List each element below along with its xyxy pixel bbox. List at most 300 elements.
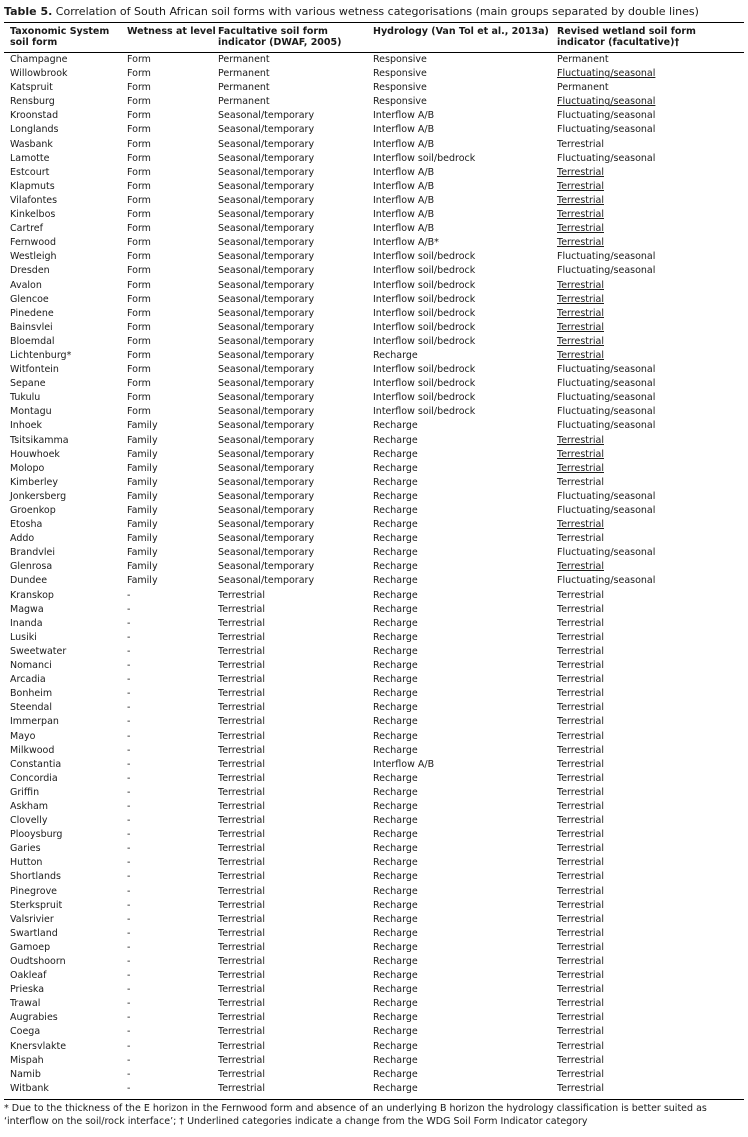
cell-soil-form: Steendal [10, 702, 52, 714]
cell-hydrology: Interflow A/B [373, 166, 435, 178]
cell-hydrology: Recharge [373, 984, 418, 996]
cell-hydrology: Recharge [373, 631, 418, 643]
cell-soil-form: Trawal [10, 998, 41, 1010]
cell-hydrology: Recharge [373, 462, 418, 474]
cell-revised: Fluctuating/seasonal [557, 378, 656, 390]
cell-facultative: Terrestrial [218, 857, 265, 869]
cell-wetness: Form [127, 349, 151, 361]
cell-soil-form: Rensburg [10, 96, 55, 108]
cell-revised: Terrestrial [557, 279, 604, 291]
cell-wetness: Form [127, 223, 151, 235]
cell-revised: Fluctuating/seasonal [557, 392, 656, 404]
table-row [0, 307, 748, 321]
cell-wetness: - [127, 1054, 131, 1066]
cell-facultative: Terrestrial [218, 927, 265, 939]
table-row [0, 279, 748, 293]
cell-hydrology: Recharge [373, 617, 418, 629]
table-row [0, 617, 748, 631]
cell-revised: Terrestrial [557, 1082, 604, 1094]
cell-revised: Terrestrial [557, 321, 604, 333]
cell-revised: Terrestrial [557, 786, 604, 798]
table-row [0, 927, 748, 941]
cell-facultative: Terrestrial [218, 744, 265, 756]
cell-hydrology: Recharge [373, 786, 418, 798]
cell-hydrology: Recharge [373, 829, 418, 841]
table-row [0, 1068, 748, 1082]
cell-wetness: Form [127, 251, 151, 263]
cell-hydrology: Recharge [373, 857, 418, 869]
table-caption-label: Table 5. [4, 5, 53, 18]
cell-soil-form: Tukulu [10, 392, 41, 404]
cell-hydrology: Recharge [373, 1068, 418, 1080]
cell-wetness: - [127, 730, 131, 742]
cell-soil-form: Bonheim [10, 688, 53, 700]
table-row [0, 687, 748, 701]
cell-wetness: - [127, 1040, 131, 1052]
cell-revised: Terrestrial [557, 645, 604, 657]
cell-soil-form: Sweetwater [10, 645, 67, 657]
cell-facultative: Seasonal/temporary [218, 561, 315, 573]
cell-facultative: Seasonal/temporary [218, 251, 315, 263]
cell-soil-form: Kimberley [10, 476, 59, 488]
cell-facultative: Seasonal/temporary [218, 110, 315, 122]
cell-revised: Fluctuating/seasonal [557, 406, 656, 418]
table-row [0, 335, 748, 349]
cell-soil-form: Magwa [10, 603, 44, 615]
cell-revised: Terrestrial [557, 293, 604, 305]
table-row [0, 758, 748, 772]
cell-wetness: - [127, 1012, 131, 1024]
cell-facultative: Terrestrial [218, 758, 265, 770]
cell-facultative: Seasonal/temporary [218, 152, 315, 164]
cell-facultative: Seasonal/temporary [218, 378, 315, 390]
table-row [0, 405, 748, 419]
cell-wetness: - [127, 843, 131, 855]
cell-revised: Terrestrial [557, 138, 604, 150]
cell-wetness: Form [127, 68, 151, 80]
cell-revised: Terrestrial [557, 772, 604, 784]
table-row [0, 955, 748, 969]
cell-hydrology: Recharge [373, 730, 418, 742]
cell-revised: Fluctuating/seasonal [557, 490, 656, 502]
cell-facultative: Terrestrial [218, 1026, 265, 1038]
cell-soil-form: Klapmuts [10, 180, 55, 192]
cell-soil-form: Swartland [10, 927, 58, 939]
cell-facultative: Seasonal/temporary [218, 533, 315, 545]
cell-facultative: Permanent [218, 54, 270, 65]
table-row [0, 222, 748, 236]
cell-hydrology: Recharge [373, 913, 418, 925]
cell-soil-form: Coega [10, 1026, 41, 1038]
cell-hydrology: Recharge [373, 674, 418, 686]
cell-hydrology: Interflow A/B* [373, 237, 439, 249]
cell-hydrology: Interflow A/B [373, 209, 435, 221]
cell-facultative: Terrestrial [218, 998, 265, 1010]
cell-soil-form: Witbank [10, 1082, 49, 1094]
cell-soil-form: Milkwood [10, 744, 55, 756]
cell-revised: Terrestrial [557, 448, 604, 460]
cell-facultative: Seasonal/temporary [218, 519, 315, 531]
table-row [0, 772, 748, 786]
cell-soil-form: Westleigh [10, 251, 57, 263]
table-row [0, 899, 748, 913]
cell-revised: Terrestrial [557, 857, 604, 869]
cell-hydrology: Interflow soil/bedrock [373, 321, 476, 333]
table-row [0, 152, 748, 166]
cell-revised: Fluctuating/seasonal [557, 364, 656, 376]
cell-soil-form: Concordia [10, 772, 58, 784]
cell-soil-form: Jonkersberg [10, 490, 67, 502]
table-row [0, 109, 748, 123]
cell-hydrology: Recharge [373, 660, 418, 672]
cell-wetness: - [127, 716, 131, 728]
table-row [0, 194, 748, 208]
table-row [0, 138, 748, 152]
cell-facultative: Terrestrial [218, 1012, 265, 1024]
cell-revised: Terrestrial [557, 829, 604, 841]
cell-revised: Terrestrial [557, 871, 604, 883]
cell-soil-form: Sterkspruit [10, 899, 63, 911]
table-row [0, 800, 748, 814]
cell-soil-form: Kroonstad [10, 110, 59, 122]
table-row [0, 349, 748, 363]
cell-revised: Fluctuating/seasonal [557, 110, 656, 122]
cell-wetness: Form [127, 237, 151, 249]
cell-soil-form: Garies [10, 843, 41, 855]
table-row [0, 1054, 748, 1068]
cell-facultative: Seasonal/temporary [218, 420, 315, 432]
table-row [0, 377, 748, 391]
cell-soil-form: Dresden [10, 265, 50, 277]
cell-revised: Terrestrial [557, 899, 604, 911]
cell-hydrology: Recharge [373, 815, 418, 827]
cell-revised: Fluctuating/seasonal [557, 152, 656, 164]
cell-hydrology: Recharge [373, 575, 418, 587]
cell-wetness: Form [127, 307, 151, 319]
cell-revised: Terrestrial [557, 1040, 604, 1052]
cell-soil-form: Sepane [10, 378, 46, 390]
cell-hydrology: Interflow A/B [373, 180, 435, 192]
cell-hydrology: Recharge [373, 1054, 418, 1066]
cell-wetness: Form [127, 364, 151, 376]
cell-revised: Fluctuating/seasonal [557, 265, 656, 277]
cell-facultative: Seasonal/temporary [218, 265, 315, 277]
cell-wetness: - [127, 744, 131, 756]
cell-revised: Terrestrial [557, 702, 604, 714]
header-soil-form: Taxonomic System soil form [10, 26, 110, 48]
table-row [0, 828, 748, 842]
cell-facultative: Seasonal/temporary [218, 505, 315, 516]
cell-soil-form: Brandvlei [10, 547, 56, 559]
cell-hydrology: Interflow soil/bedrock [373, 279, 476, 291]
cell-facultative: Terrestrial [218, 970, 265, 982]
cell-revised: Terrestrial [557, 730, 604, 742]
cell-hydrology: Interflow soil/bedrock [373, 307, 476, 319]
cell-facultative: Terrestrial [218, 631, 265, 643]
cell-hydrology: Responsive [373, 96, 427, 108]
cell-wetness: - [127, 913, 131, 925]
cell-soil-form: Valsrivier [10, 913, 54, 925]
cell-wetness: - [127, 941, 131, 953]
table-row [0, 363, 748, 377]
header-hydrology: Hydrology (Van Tol et al., 2013a) [373, 26, 549, 37]
table-row [0, 589, 748, 603]
table-row [0, 123, 748, 137]
header-revised-indicator: Revised wetland soil form indicator (facultative)† [557, 26, 696, 48]
cell-facultative: Seasonal/temporary [218, 209, 315, 221]
cell-revised: Terrestrial [557, 984, 604, 996]
cell-facultative: Terrestrial [218, 913, 265, 925]
cell-facultative: Terrestrial [218, 1082, 265, 1094]
cell-hydrology: Recharge [373, 744, 418, 756]
cell-facultative: Seasonal/temporary [218, 490, 315, 502]
cell-wetness: - [127, 1082, 131, 1094]
cell-wetness: Family [127, 462, 158, 474]
cell-revised: Terrestrial [557, 476, 604, 488]
cell-wetness: Family [127, 533, 158, 545]
cell-wetness: Form [127, 96, 151, 108]
table-row [0, 95, 748, 109]
cell-soil-form: Augrabies [10, 1012, 58, 1024]
cell-hydrology: Recharge [373, 1040, 418, 1052]
cell-soil-form: Addo [10, 533, 35, 545]
cell-soil-form: Lamotte [10, 152, 50, 164]
cell-soil-form: Askham [10, 800, 49, 812]
table-row [0, 715, 748, 729]
cell-revised: Fluctuating/seasonal [557, 124, 656, 136]
cell-hydrology: Recharge [373, 871, 418, 883]
cell-facultative: Seasonal/temporary [218, 293, 315, 305]
cell-facultative: Terrestrial [218, 772, 265, 784]
cell-revised: Terrestrial [557, 970, 604, 982]
cell-soil-form: Knersvlakte [10, 1040, 67, 1052]
cell-wetness: Family [127, 420, 158, 432]
cell-revised: Terrestrial [557, 223, 604, 235]
cell-hydrology: Interflow A/B [373, 758, 435, 770]
cell-soil-form: Willowbrook [10, 68, 68, 80]
table-row [0, 476, 748, 490]
table-row [0, 67, 748, 81]
cell-wetness: - [127, 674, 131, 686]
cell-revised: Terrestrial [557, 998, 604, 1010]
table-row [0, 504, 748, 518]
table-row [0, 631, 748, 645]
cell-soil-form: Witfontein [10, 364, 59, 376]
cell-wetness: - [127, 970, 131, 982]
table-row [0, 546, 748, 560]
cell-soil-form: Immerpan [10, 716, 59, 728]
cell-wetness: - [127, 857, 131, 869]
cell-hydrology: Recharge [373, 490, 418, 502]
table-row [0, 236, 748, 250]
cell-revised: Terrestrial [557, 674, 604, 686]
bottom-rule [4, 1099, 744, 1100]
cell-facultative: Terrestrial [218, 1054, 265, 1066]
cell-hydrology: Recharge [373, 956, 418, 967]
table-row [0, 730, 748, 744]
cell-wetness: - [127, 603, 131, 615]
cell-facultative: Terrestrial [218, 815, 265, 827]
cell-facultative: Seasonal/temporary [218, 406, 315, 418]
cell-wetness: Form [127, 110, 151, 122]
cell-soil-form: Glenrosa [10, 561, 53, 573]
cell-facultative: Seasonal/temporary [218, 194, 315, 206]
cell-wetness: Form [127, 124, 151, 136]
cell-hydrology: Recharge [373, 843, 418, 855]
cell-facultative: Seasonal/temporary [218, 547, 315, 559]
cell-soil-form: Shortlands [10, 871, 61, 883]
cell-hydrology: Recharge [373, 899, 418, 911]
cell-soil-form: Lichtenburg* [10, 349, 72, 361]
cell-wetness: Form [127, 321, 151, 333]
cell-wetness: Form [127, 152, 151, 164]
cell-hydrology: Interflow soil/bedrock [373, 293, 476, 305]
cell-soil-form: Arcadia [10, 674, 46, 686]
cell-wetness: Form [127, 279, 151, 291]
cell-revised: Terrestrial [557, 603, 604, 615]
cell-hydrology: Responsive [373, 68, 427, 80]
cell-revised: Terrestrial [557, 1026, 604, 1038]
cell-hydrology: Recharge [373, 561, 418, 573]
cell-revised: Terrestrial [557, 885, 604, 897]
cell-wetness: Form [127, 54, 151, 65]
cell-hydrology: Recharge [373, 1082, 418, 1094]
cell-soil-form: Vilafontes [10, 194, 58, 206]
cell-wetness: - [127, 786, 131, 798]
cell-wetness: - [127, 956, 131, 967]
cell-revised: Terrestrial [557, 166, 604, 178]
cell-wetness: - [127, 927, 131, 939]
cell-soil-form: Griffin [10, 786, 40, 798]
table-row [0, 532, 748, 546]
table-row [0, 786, 748, 800]
cell-soil-form: Oakleaf [10, 970, 47, 982]
cell-wetness: Form [127, 138, 151, 150]
cell-revised: Terrestrial [557, 307, 604, 319]
cell-revised: Terrestrial [557, 815, 604, 827]
cell-wetness: - [127, 702, 131, 714]
cell-soil-form: Katspruit [10, 82, 53, 94]
cell-hydrology: Recharge [373, 885, 418, 897]
cell-facultative: Seasonal/temporary [218, 448, 315, 460]
cell-hydrology: Interflow A/B [373, 194, 435, 206]
cell-revised: Terrestrial [557, 927, 604, 939]
cell-wetness: Family [127, 519, 158, 531]
cell-wetness: Form [127, 293, 151, 305]
cell-soil-form: Montagu [10, 406, 52, 418]
cell-soil-form: Mayo [10, 730, 36, 742]
cell-facultative: Terrestrial [218, 674, 265, 686]
cell-hydrology: Interflow A/B [373, 138, 435, 150]
cell-hydrology: Recharge [373, 998, 418, 1010]
cell-hydrology: Interflow A/B [373, 110, 435, 122]
cell-facultative: Terrestrial [218, 716, 265, 728]
cell-facultative: Seasonal/temporary [218, 335, 315, 347]
table-row [0, 448, 748, 462]
cell-hydrology: Interflow soil/bedrock [373, 152, 476, 164]
cell-revised: Terrestrial [557, 744, 604, 756]
cell-facultative: Seasonal/temporary [218, 462, 315, 474]
cell-revised: Fluctuating/seasonal [557, 575, 656, 587]
cell-soil-form: Longlands [10, 124, 59, 136]
cell-soil-form: Avalon [10, 279, 42, 291]
cell-soil-form: Groenkop [10, 505, 56, 516]
table-row [0, 518, 748, 532]
table-row [0, 997, 748, 1011]
cell-revised: Terrestrial [557, 1054, 604, 1066]
cell-facultative: Seasonal/temporary [218, 124, 315, 136]
table-row [0, 462, 748, 476]
cell-hydrology: Recharge [373, 505, 418, 516]
cell-hydrology: Interflow soil/bedrock [373, 406, 476, 418]
table-row [0, 53, 748, 67]
cell-hydrology: Recharge [373, 702, 418, 714]
table-row [0, 744, 748, 758]
cell-revised: Terrestrial [557, 335, 604, 347]
cell-revised: Terrestrial [557, 237, 604, 249]
cell-wetness: - [127, 815, 131, 827]
table-row [0, 81, 748, 95]
cell-wetness: - [127, 758, 131, 770]
cell-revised: Terrestrial [557, 561, 604, 573]
cell-wetness: Form [127, 335, 151, 347]
cell-hydrology: Recharge [373, 448, 418, 460]
cell-soil-form: Champagne [10, 54, 68, 65]
cell-revised: Permanent [557, 82, 609, 94]
cell-wetness: Family [127, 561, 158, 573]
cell-revised: Terrestrial [557, 941, 604, 953]
cell-soil-form: Bainsvlei [10, 321, 53, 333]
cell-soil-form: Oudtshoorn [10, 956, 66, 967]
table-row [0, 208, 748, 222]
table-row [0, 885, 748, 899]
table-row [0, 645, 748, 659]
cell-soil-form: Fernwood [10, 237, 56, 249]
cell-wetness: - [127, 899, 131, 911]
table-row [0, 574, 748, 588]
cell-wetness: - [127, 885, 131, 897]
cell-hydrology: Interflow A/B [373, 223, 435, 235]
cell-soil-form: Houwhoek [10, 448, 60, 460]
cell-facultative: Seasonal/temporary [218, 349, 315, 361]
cell-facultative: Seasonal/temporary [218, 180, 315, 192]
cell-wetness: Form [127, 194, 151, 206]
cell-revised: Terrestrial [557, 194, 604, 206]
cell-wetness: Family [127, 575, 158, 587]
table-footnote: * Due to the thickness of the E horizon in the Fernwood form and absence of an underlying B horizon the hydrology classification is better suited as ‘interflow on the soil/rock interface’; † Underlined categories indicate a change from the WDG Soil Form Indicator category [4, 1103, 707, 1127]
cell-hydrology: Responsive [373, 82, 427, 94]
cell-facultative: Permanent [218, 96, 270, 108]
table-row [0, 870, 748, 884]
cell-wetness: Family [127, 448, 158, 460]
cell-revised: Terrestrial [557, 1012, 604, 1024]
cell-facultative: Seasonal/temporary [218, 476, 315, 488]
cell-soil-form: Nomanci [10, 660, 52, 672]
cell-wetness: Family [127, 476, 158, 488]
table-caption [4, 5, 744, 18]
cell-wetness: - [127, 1068, 131, 1080]
cell-wetness: - [127, 871, 131, 883]
cell-soil-form: Prieska [10, 984, 45, 996]
table-row [0, 419, 748, 433]
cell-revised: Terrestrial [557, 716, 604, 728]
cell-soil-form: Bloemdal [10, 335, 55, 347]
cell-soil-form: Cartref [10, 223, 43, 235]
cell-facultative: Seasonal/temporary [218, 434, 315, 446]
table-row [0, 659, 748, 673]
cell-revised: Terrestrial [557, 349, 604, 361]
cell-facultative: Seasonal/temporary [218, 575, 315, 587]
